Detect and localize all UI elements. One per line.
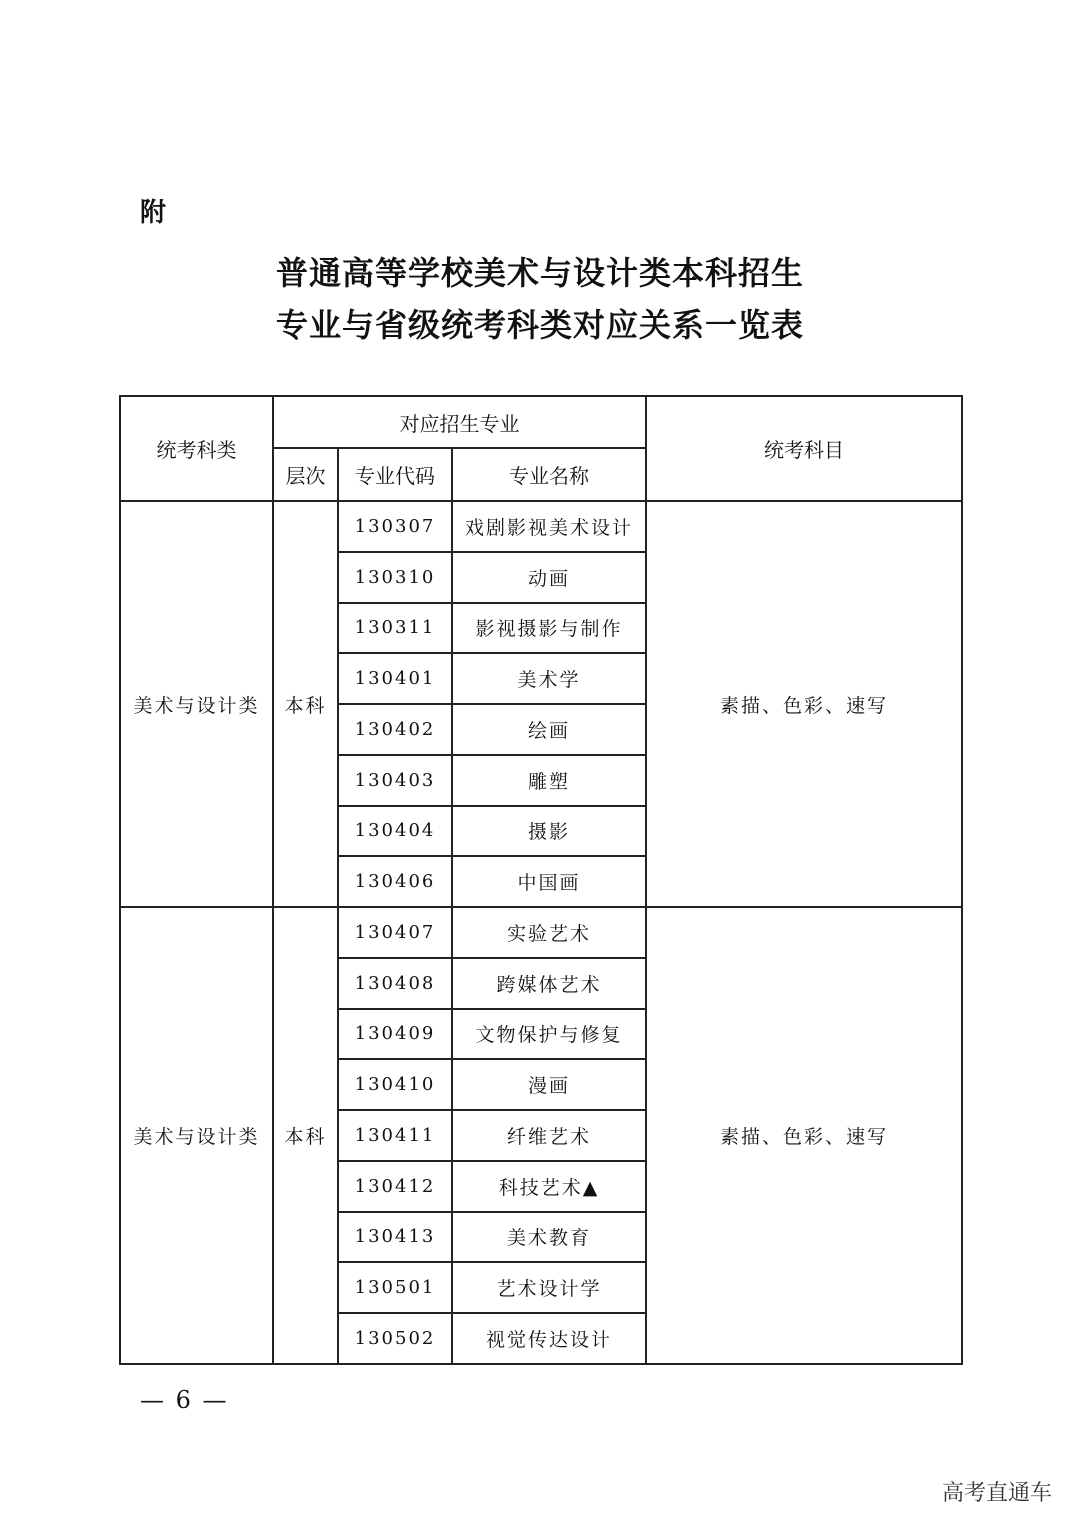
header-level: 层次 <box>273 448 338 501</box>
header-name: 专业名称 <box>452 448 646 501</box>
major-name-cell: 艺术设计学 <box>452 1262 646 1313</box>
major-name-cell: 科技艺术▲ <box>452 1161 646 1212</box>
major-name-cell: 动画 <box>452 552 646 603</box>
correspondence-table <box>119 395 963 1365</box>
major-code-cell: 130402 <box>338 704 452 755</box>
major-code-cell: 130311 <box>338 603 452 654</box>
major-code-cell: 130412 <box>338 1161 452 1212</box>
major-name-cell: 美术学 <box>452 653 646 704</box>
major-name-cell: 中国画 <box>452 856 646 907</box>
major-code-cell: 130410 <box>338 1059 452 1110</box>
major-name-cell: 绘画 <box>452 704 646 755</box>
major-name-cell: 美术教育 <box>452 1212 646 1263</box>
major-name-cell: 视觉传达设计 <box>452 1313 646 1364</box>
major-code-cell: 130408 <box>338 958 452 1009</box>
major-code-cell: 130307 <box>338 501 452 552</box>
major-code-cell: 130310 <box>338 552 452 603</box>
major-name-cell: 摄影 <box>452 806 646 857</box>
header-row-1 <box>120 396 962 448</box>
category-cell: 美术与设计类 <box>120 907 273 1364</box>
watermark: 高考直通车 <box>941 1481 1052 1506</box>
header-code: 专业代码 <box>338 448 452 501</box>
major-name-cell: 影视摄影与制作 <box>452 603 646 654</box>
document-title-line1: 普通高等学校美术与设计类本科招生 <box>275 254 804 292</box>
major-code-cell: 130411 <box>338 1110 452 1161</box>
subjects-cell: 素描、色彩、速写 <box>646 907 962 1364</box>
level-cell: 本科 <box>273 907 338 1364</box>
major-code-cell: 130401 <box>338 653 452 704</box>
major-name-cell: 戏剧影视美术设计 <box>452 501 646 552</box>
attachment-label: 附 <box>140 198 167 228</box>
header-subjects: 统考科目 <box>646 396 962 501</box>
header-category: 统考科类 <box>120 396 273 501</box>
major-name-cell: 实验艺术 <box>452 907 646 958</box>
major-code-cell: 130502 <box>338 1313 452 1364</box>
major-name-cell: 漫画 <box>452 1059 646 1110</box>
major-code-cell: 130501 <box>338 1262 452 1313</box>
major-code-cell: 130413 <box>338 1212 452 1263</box>
major-code-cell: 130407 <box>338 907 452 958</box>
major-code-cell: 130409 <box>338 1009 452 1060</box>
major-name-cell: 纤维艺术 <box>452 1110 646 1161</box>
subjects-cell: 素描、色彩、速写 <box>646 501 962 907</box>
major-name-cell: 雕塑 <box>452 755 646 806</box>
major-code-cell: 130403 <box>338 755 452 806</box>
major-name-cell: 跨媒体艺术 <box>452 958 646 1009</box>
major-code-cell: 130406 <box>338 856 452 907</box>
table-row <box>120 501 962 552</box>
category-cell: 美术与设计类 <box>120 501 273 907</box>
table-row <box>120 907 962 958</box>
major-code-cell: 130404 <box>338 806 452 857</box>
page-number: — 6 — <box>140 1386 229 1414</box>
header-majors-group: 对应招生专业 <box>273 396 646 448</box>
major-name-cell: 文物保护与修复 <box>452 1009 646 1060</box>
level-cell: 本科 <box>273 501 338 907</box>
document-title-line2: 专业与省级统考科类对应关系一览表 <box>275 306 804 344</box>
